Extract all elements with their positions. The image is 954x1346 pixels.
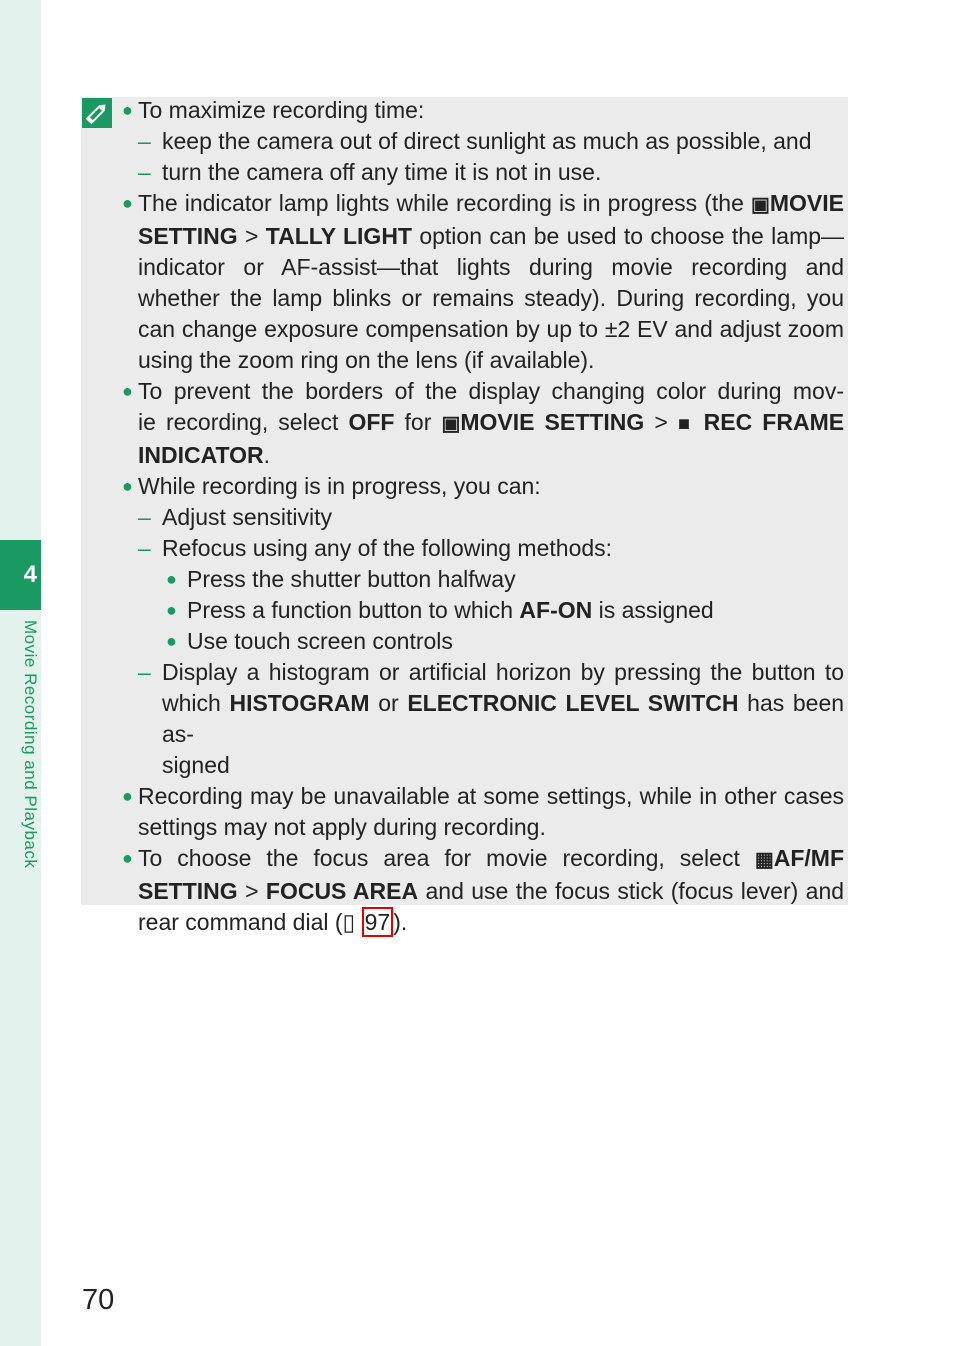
bullet: ●	[122, 381, 133, 401]
sub-item-refocus: – Refocus using any of the following methods:	[118, 533, 844, 564]
note-item-indicator-lamp: ● The indicator lamp lights while recording is in progress (the ▣MOVIE SETTING > TALLY LIGHT option can be used to choose the lamp— indicator or AF-assist—that lights during movie recording and whether the lamp blinks or remains steady). During recording, you can change exposure compensation by up to ±2 EV and adjust zoom using the zoom ring on the lens (if available).	[122, 190, 845, 373]
dash: –	[138, 535, 151, 561]
movie-camera-icon: ■	[677, 413, 694, 435]
bullet: ●	[166, 600, 177, 620]
chapter-title: Movie Recording and Playback	[21, 620, 40, 869]
bullet: ●	[166, 631, 177, 651]
movie-menu-icon: ▣	[441, 413, 461, 435]
chapter-tab[interactable]	[0, 540, 41, 610]
bullet: ●	[122, 193, 133, 213]
af-mf-menu-icon: ▦	[754, 849, 774, 871]
bullet: ●	[122, 100, 133, 120]
sub-item-sensitivity: – Adjust sensitivity	[118, 502, 844, 533]
dash: –	[138, 659, 151, 685]
list-item-af-on: ● Press a function button to which AF-ON is assigned	[118, 595, 844, 626]
movie-menu-icon: ▣	[750, 194, 770, 216]
bullet: ●	[166, 569, 177, 589]
list-item-touch-screen: ● Use touch screen controls	[118, 626, 844, 657]
pencil-note-icon	[82, 98, 112, 128]
page-reference-link[interactable]: 97	[362, 907, 394, 937]
chapter-number: 4	[23, 561, 37, 588]
sub-item-sunlight: – keep the camera out of direct sunlight as much as possible, and	[118, 126, 844, 157]
page-number: 70	[82, 1284, 115, 1316]
note-item-rec-frame: ● To prevent the borders of the display changing color during mov- ie recording, select OFF for ▣MOVIE SETTING > ■ REC FRAME INDICATOR.	[122, 378, 845, 468]
book-reference-icon: ▯	[342, 909, 356, 935]
dash: –	[138, 159, 151, 185]
bullet: ●	[122, 786, 133, 806]
note-item-focus-area: ● To choose the focus area for movie recording, select ▦AF/MF SETTING > FOCUS AREA and use the focus stick (focus lever) and rear command dial (▯ 97 ).	[122, 845, 845, 935]
bullet: ●	[122, 476, 133, 496]
list-item-shutter-halfway: ● Press the shutter button halfway	[118, 564, 844, 595]
sub-item-turn-off: – turn the camera off any time it is not in use.	[118, 157, 844, 188]
note-content	[118, 95, 844, 938]
bullet: ●	[122, 848, 133, 868]
dash: –	[138, 128, 151, 154]
dash: –	[138, 504, 151, 530]
note-item-unavailable: ● Recording may be unavailable at some settings, while in other cases settings may not apply during recording.	[122, 783, 844, 840]
note-item-while-recording: ● While recording is in progress, you can:	[118, 471, 844, 502]
sub-item-histogram: – Display a histogram or artificial horizon by pressing the button to which HISTOGRAM or ELECTRONIC LEVEL SWITCH has been as- signed	[138, 659, 845, 778]
note-item-recording-time: ● To maximize recording time:	[118, 95, 844, 126]
